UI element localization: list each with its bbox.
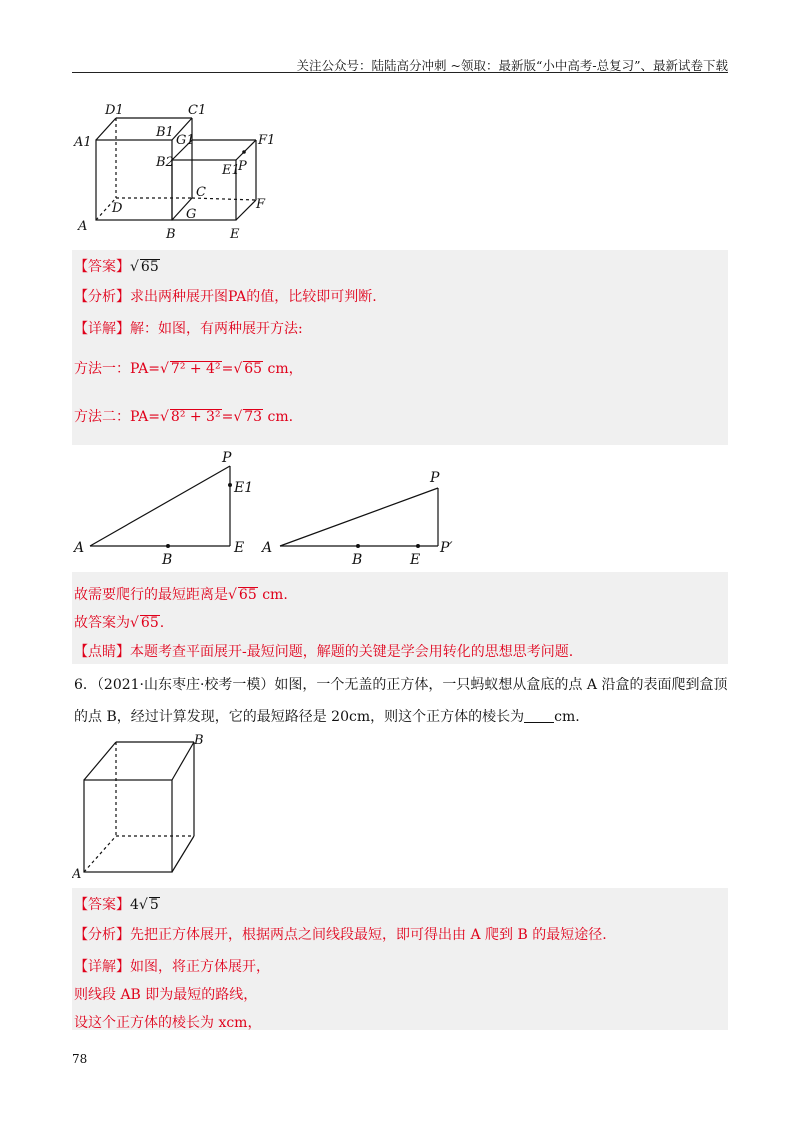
answer-line-1 bbox=[74, 256, 160, 276]
final-root: √ 65 bbox=[130, 615, 159, 631]
label-B: B bbox=[166, 227, 176, 242]
fig2-left-B: B bbox=[162, 552, 173, 568]
answer-tag: 【答案】 bbox=[74, 259, 130, 275]
analysis-text: 求出两种展开图PA的值，比较即可判断. bbox=[130, 289, 377, 305]
fig2-right-E: E bbox=[410, 552, 421, 568]
conclusion-prefix: 故需要爬行的最短距离是 bbox=[74, 587, 228, 603]
answer-value: √ 65 bbox=[130, 259, 159, 275]
figure-boxes bbox=[72, 96, 282, 246]
fig2-right-P: P bbox=[430, 470, 440, 486]
answer-tag-2: 【答案】 bbox=[74, 897, 130, 913]
question6-suffix: cm. bbox=[554, 709, 580, 725]
analysis-tag: 【分析】 bbox=[74, 289, 130, 305]
figure-unfolded bbox=[72, 448, 456, 570]
label-C: C bbox=[196, 185, 206, 200]
method1-result: √ 65 bbox=[233, 361, 263, 377]
analysis-line-1 bbox=[74, 286, 377, 306]
detail-tag: 【详解】 bbox=[74, 321, 130, 337]
fig3-label-A: A bbox=[72, 867, 82, 880]
figure-cube bbox=[72, 730, 212, 880]
question6-line1: 6．（2021·山东枣庄·校考一模）如图，一个无盖的正方体，一只蚂蚁想从盒底的点 A 沿盒的表面爬到盒顶 bbox=[74, 677, 728, 693]
label-G: G bbox=[186, 207, 197, 222]
final-prefix: 故答案为 bbox=[74, 615, 130, 631]
fig2-right-P-prime: P′ bbox=[440, 540, 453, 556]
label-P: P bbox=[238, 159, 247, 174]
label-E1: E1 bbox=[222, 163, 240, 178]
comment-tag: 【点睛】 bbox=[74, 644, 130, 660]
method2-unit: cm. bbox=[267, 409, 294, 425]
detail-line-3: 则线段 AB 即为最短的路线， bbox=[74, 987, 258, 1003]
final-suffix: . bbox=[159, 615, 165, 631]
method2-eq: = bbox=[221, 409, 234, 425]
method2-root: √ 8² + 3² bbox=[159, 409, 221, 425]
label-G1: G1 bbox=[176, 133, 195, 148]
analysis-line-2 bbox=[74, 924, 607, 944]
label-A1: A1 bbox=[74, 135, 92, 150]
label-F: F bbox=[256, 197, 266, 212]
detail-line-4: 设这个正方体的棱长为 xcm， bbox=[74, 1015, 262, 1031]
detail-tag-2: 【详解】 bbox=[74, 959, 130, 975]
method1-unit: cm， bbox=[267, 361, 303, 377]
conclusion-line bbox=[74, 584, 288, 604]
fig2-right-B: B bbox=[352, 552, 363, 568]
method2-result: √ 73 bbox=[233, 409, 263, 425]
comment-text: 本题考查平面展开-最短问题，解题的关键是学会用转化的思想思考问题. bbox=[130, 644, 574, 660]
fig2-left-P: P bbox=[222, 450, 232, 466]
question6-prefix: 的点 B，经过计算发现，它的最短路径是 20cm，则这个正方体的棱长为 bbox=[74, 709, 525, 725]
label-A: A bbox=[78, 219, 88, 234]
answer-coef: 4 bbox=[130, 897, 139, 913]
fig3-label-B: B bbox=[194, 733, 204, 748]
answer-line-2 bbox=[74, 894, 160, 914]
question6-line2 bbox=[74, 706, 580, 726]
fig2-left-E: E bbox=[234, 540, 245, 556]
fig2-right-A: A bbox=[262, 540, 273, 556]
analysis-text-2: 先把正方体展开，根据两点之间线段最短，即可得出由 A 爬到 B 的最短途径. bbox=[130, 927, 607, 943]
label-D1: D1 bbox=[105, 103, 124, 118]
label-C1: C1 bbox=[188, 103, 207, 118]
final-answer-line bbox=[74, 612, 164, 632]
method1-eq: = bbox=[221, 361, 234, 377]
label-B2: B2 bbox=[156, 155, 174, 170]
method-2 bbox=[74, 406, 293, 426]
header-rule bbox=[72, 72, 728, 73]
page-header: 关注公众号：陆陆高分冲刺 ~领取：最新版“小中高考-总复习”、最新试卷下载 bbox=[296, 58, 728, 73]
method2-prefix: 方法二：PA= bbox=[74, 409, 160, 425]
label-D: D bbox=[112, 201, 123, 216]
fig2-left-A: A bbox=[74, 540, 85, 556]
label-F1: F1 bbox=[258, 133, 276, 148]
method-1 bbox=[74, 358, 303, 378]
conclusion-unit: cm. bbox=[262, 587, 288, 603]
label-E: E bbox=[230, 227, 240, 242]
detail-text: 解：如图，有两种展开方法: bbox=[130, 321, 303, 337]
detail-line-2 bbox=[74, 956, 270, 976]
page-number: 78 bbox=[72, 1052, 88, 1066]
method1-root: √ 7² + 4² bbox=[159, 361, 221, 377]
detail-line-1 bbox=[74, 318, 303, 338]
method1-prefix: 方法一：PA= bbox=[74, 361, 160, 377]
detail-text-2: 如图，将正方体展开， bbox=[130, 959, 270, 975]
label-B1: B1 bbox=[156, 125, 174, 140]
comment-line bbox=[74, 641, 573, 661]
answer-root-2: √ 5 bbox=[138, 897, 159, 913]
conclusion-root: √ 65 bbox=[228, 587, 257, 603]
fig2-left-E1: E1 bbox=[234, 480, 254, 496]
analysis-tag-2: 【分析】 bbox=[74, 927, 130, 943]
answer-blank bbox=[524, 710, 554, 723]
